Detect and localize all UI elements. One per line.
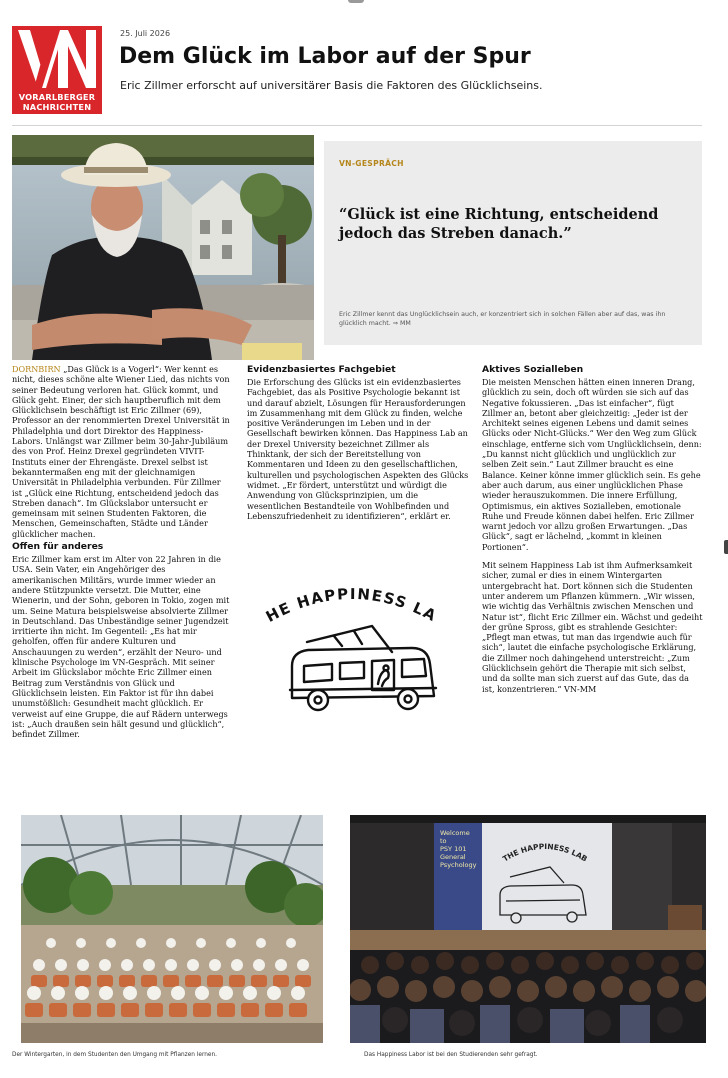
article-subheadline: Eric Zillmer erforscht auf universitärer Basis die Faktoren des Glücklichseins. — [120, 79, 543, 92]
paragraph: Mit seinem Happiness Lab ist ihm Aufmerksamkeit sicher, zumal er dies in einem Wintergarten untergebracht hat. Dort können sich die Studenten unter anderem um Pflanzen kümmern. „Wir wissen, wie wichtig das Verhältnis zwischen Menschen und Natur ist“, flicht Eric Zillmer ein. Wächst und gedeiht der grüne Spross, gibt es strahlende Gesichter: „Pflegt man etwas, tut man das irgendwie auch für sich“, lautet die einfache psychologische Erklärung, die Zillmer noch dahingehend unterstreicht: „Zum Glücklichsein gehört die Therapie mit sich selbst, und da sollte man sich zuerst auf das Gute, das da ist, konzentrieren.“ VN-MM — [482, 560, 703, 694]
quote-box — [324, 141, 702, 345]
vn-logo — [12, 26, 102, 114]
article-date: 25. Juli 2026 — [120, 29, 171, 38]
happiness-lab-logo-text: HE HAPPINESS LA — [262, 584, 441, 626]
paragraph: Die meisten Menschen hätten einen inneren Drang, glücklich zu sein, doch oft würden sie sich auf das Negative fokussieren. „Das ist einfacher“, fügt Zillmer an, betont aber gleichzeitig: „Jeder ist der Architekt seines eigenen Lebens und damit seines Glücks oder Nicht-Glücks.“ Wer den Weg zum Glück einschlage, entferne sich vom Unglücklichsein, denn: „Du kannst nicht glücklich und unglücklich zur selben Zeit sein.“ Laut Zillmer braucht es eine Balance. Keiner könne immer glücklich sein. Es gehe aber auch darum, aus einer unglücklichen Phase wieder herauszukommen. Die innere Erfüllung, Optimismus, ein aktives Sozialleben, emotionale Ruhe und Freude können dabei helfen. Eric Zillmer warnt jedoch vor allzu großen Erwartungen. „Das Glück“, sagt er lächelnd, „kommt in kleinen Portionen“. — [482, 377, 702, 552]
paragraph: Die Erforschung des Glücks ist ein evidenzbasiertes Fachgebiet, das als Positive Psychologie bekannt ist und darauf abzielt, Lösungen für Herausforderungen im Zusammenhang mit dem Glück zu finden, welche positive Veränderungen im Leben und in der Gesellschaft bewirken können. Das Happiness Lab an der Drexel University bezeichnet Zillmer als Thinktank, der sich der Bereitstellung von Kommentaren und Ideen zu den gesellschaftlichen, kulturellen und psychologischen Aspekten des Glücks widmet. „Er fördert, unterstützt und würdigt die Anwendung von Glücksprinzipien, um die wesentlichen Bestandteile von Wohlbefinden und Lebenszufriedenheit zu identifizieren“, erklärt er. — [247, 377, 469, 521]
vn-logo-mark — [12, 26, 102, 92]
section-heading: Evidenzbasiertes Fachgebiet — [247, 364, 396, 375]
paragraph: Eric Zillmer kam erst im Alter von 22 Jahren in die USA. Sein Vater, ein Angehöriger des amerikanischen Militärs, wurde immer wieder an andere Stützpunkte versetzt. Die Mutter, eine Wienerin, und der Sohn, geboren in Tokio, zogen mit um. Seine Matura beispielsweise absolvierte Zillmer in Deutschland. Das Unbeständige seiner Jugendzeit irritierte ihn nicht. Im Gegenteil: „Es hat mir geholfen, offen für andere Kulturen und Anschauungen zu werden“, erzählt der Neuro- und klinische Psychologe im VN-Gespräch. Mit seiner Arbeit im Glückslabor möchte Eric Zillmer einen Beitrag zum Verständnis von Glück und Glücklichsein leisten. Ein Faktor ist für ihn dabei unumstößlich: Gesundheit macht glücklich. Er verweist auf eine Gruppe, die auf Rädern unterwegs ist: „Auch draußen sein hält gesund und glücklich“, befindet Zillmer. — [12, 554, 230, 740]
slide-logo-text: THE HAPPINESS LAB — [501, 841, 589, 864]
article-column-3 — [482, 364, 704, 694]
vn-logo-line1: VORARLBERGER — [18, 92, 96, 102]
header-divider — [12, 125, 702, 126]
left-photo-caption: Der Wintergarten, in dem Studenten den Umgang mit Pflanzen lernen. — [12, 1052, 218, 1058]
section-heading: Aktives Sozialleben — [482, 364, 584, 375]
photo-caption: Eric Zillmer kennt das Unglücklichsein auch, er konzentriert sich in solchen Fällen aber auf das, was ihn glücklich macht. ⇒ MM — [339, 311, 666, 327]
article-headline: Dem Glück im Labor auf der Spur — [119, 44, 531, 69]
window-top-marker — [348, 0, 364, 3]
slide-text: Welcome to PSY 101 General Psychology — [440, 829, 477, 869]
van-icon — [262, 580, 442, 715]
paragraph — [12, 364, 232, 539]
scroll-edge-marker — [724, 540, 728, 554]
paragraph-gap — [482, 552, 704, 560]
right-photo-caption: Das Happiness Labor ist bei den Studierenden sehr gefragt. — [364, 1052, 538, 1058]
section-heading: Offen für anderes — [12, 541, 104, 553]
happiness-lab-logo — [262, 580, 442, 715]
article-column-2 — [247, 364, 469, 521]
paragraph-text: „Das Glück is a Vogerl“: Wer kennt es nicht, dieses schöne alte Wiener Lied, das nichts von seiner Bedeutung verloren hat. Glück kommt, und Glück geht. Einer, der sich hauptberuflich mit dem Glücklichsein beschäftigt ist Eric Zillmer (69), Professor an der renommierten Drexel Universität in Philadelphia und dort Direktor des Happiness-Labors. Unlängst war Zillmer beim 30-Jahr-Jubiläum des von Prof. Heinz Drexel gegründeten VIVIT-Instituts einer der Ehrengäste. Drexel selbst ist bekanntermaßen eng mit der gleichnamigen Universität in Philadelphia verbunden. Für Zillmer ist „Glück eine Richtung, entscheidend jedoch das Streben danach“. Im Glückslabor untersucht er gemeinsam mit seinen Studenten Faktoren, die Menschen, Gemeinschaften, Städte und Länder glücklicher machen. — [12, 364, 230, 539]
vn-logo-line2: NACHRICHTEN — [22, 101, 92, 112]
portrait-image — [12, 135, 314, 360]
pull-quote: “Glück ist eine Richtung, entscheidend jedoch das Streben danach.” — [339, 206, 659, 242]
lecture-hall-photo — [350, 815, 706, 1043]
lecture-hall-image — [350, 815, 706, 1043]
hero-photo — [12, 135, 314, 360]
vn-logo-text — [12, 93, 102, 112]
dateline: DORNBIRN — [12, 364, 61, 374]
quote-kicker: VN-GESPRÄCH — [339, 159, 404, 168]
article-column-1 — [12, 364, 232, 739]
wintergarden-photo — [21, 815, 323, 1043]
svg-text:THE HAPPINESS LAB — [262, 580, 440, 626]
greenhouse-image — [21, 815, 323, 1043]
